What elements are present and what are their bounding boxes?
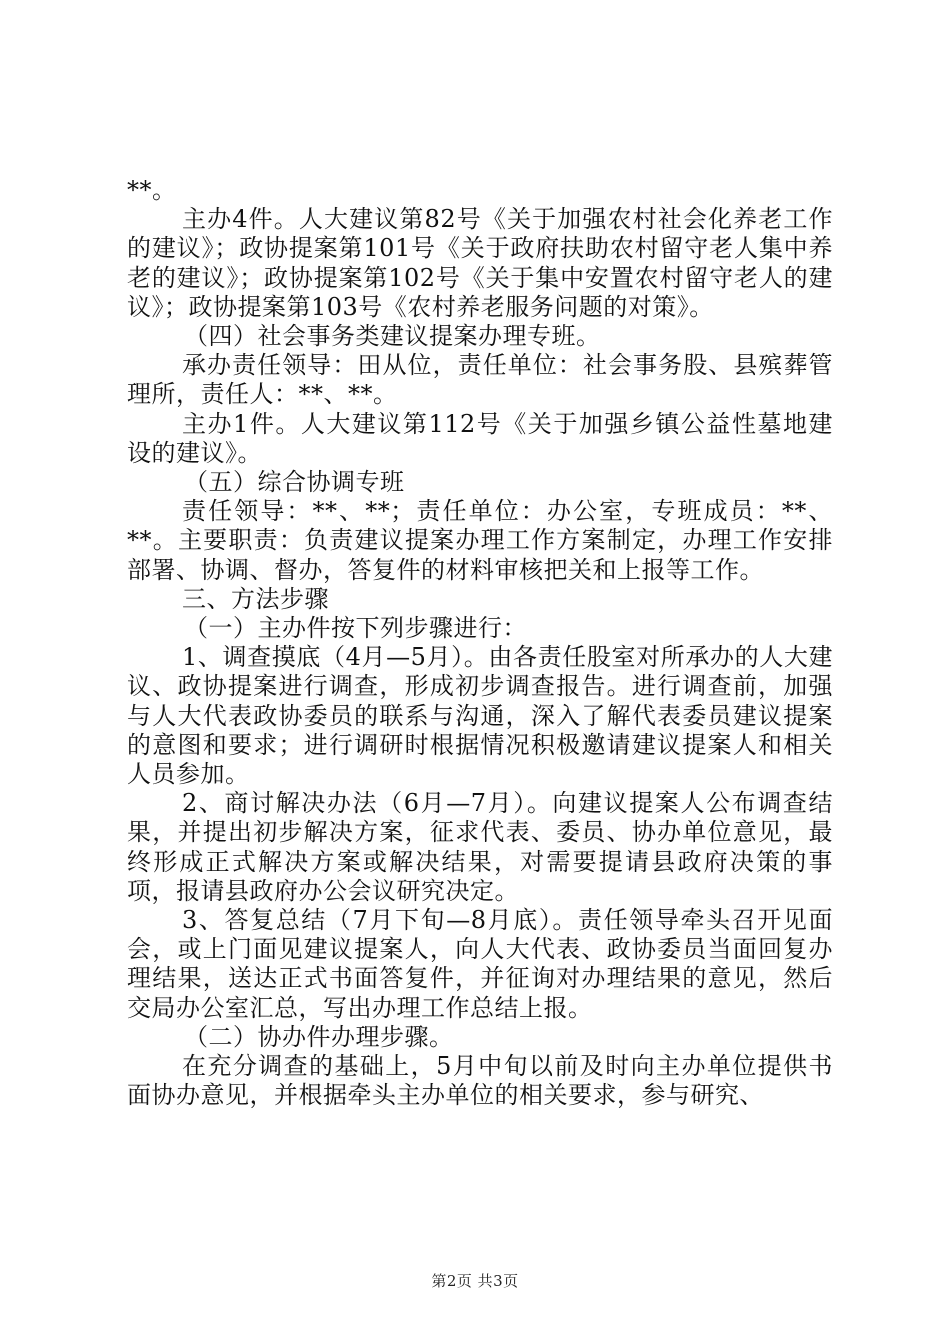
section-heading-4: （四）社会事务类建议提案办理专班。 [184, 322, 601, 351]
subsection-heading-1: （一）主办件按下列步骤进行： [184, 614, 527, 643]
paragraph-step-3: 3、答复总结（7月下旬—8月底）。责任领导牵头召开见面会，或上门面见建议提案人，向人大代表、政协委员当面回复办理结果，送达正式书面答复件，并征询对办理结果的意见，然后交局办公室汇总，写出办理工作总结上报。 [127, 906, 833, 1022]
subsection-heading-2: （二）协办件办理步骤。 [184, 1022, 454, 1051]
paragraph-co-handling: 在充分调查的基础上，5月中旬以前及时向主办单位提供书面协办意见，并根据牵头主办单位的相关要求，参与研究、 [127, 1052, 833, 1110]
section-heading-5: （五）综合协调专班 [184, 468, 405, 497]
paragraph-main-items-4: 主办4件。人大建议第82号《关于加强农村社会化养老工作的建议》；政协提案第101号《关于政府扶助农村留守老人集中养老的建议》；政协提案第102号《关于集中安置农村留守老人的建议》；政协提案第103号《农村养老服务问题的对策》。 [127, 205, 833, 321]
paragraph-responsibility-4: 承办责任领导：田从位，责任单位：社会事务股、县殡葬管理所，责任人：**、**。 [127, 351, 833, 409]
paragraph-coordination-duties: 责任领导：**、**；责任单位：办公室，专班成员：**、**。主要职责：负责建议提案办理工作方案制定，办理工作安排部署、协调、督办，答复件的材料审核把关和上报等工作。 [127, 497, 833, 584]
chapter-heading-3: 三、方法步骤 [182, 584, 329, 613]
document-body [127, 176, 833, 1111]
page-number-footer: 第2页 共3页 [431, 1272, 519, 1290]
paragraph-main-items-1: 主办1件。人大建议第112号《关于加强乡镇公益性墓地建设的建议》。 [127, 409, 833, 467]
paragraph-step-2: 2、商讨解决办法（6月—7月）。向建议提案人公布调查结果，并提出初步解决方案，征求代表、委员、协办单位意见，最终形成正式解决方案或解决结果，对需要提请县政府决策的事项，报请县政府办公会议研究决定。 [127, 789, 833, 905]
paragraph-step-1: 1、调查摸底（4月—5月）。由各责任股室对所承办的人大建议、政协提案进行调查，形成初步调查报告。进行调查前，加强与人大代表政协委员的联系与沟通，深入了解代表委员建议提案的意图和要求；进行调研时根据情况积极邀请建议提案人和相关人员参加。 [127, 643, 833, 789]
paragraph-continuation: **。 [127, 176, 177, 204]
